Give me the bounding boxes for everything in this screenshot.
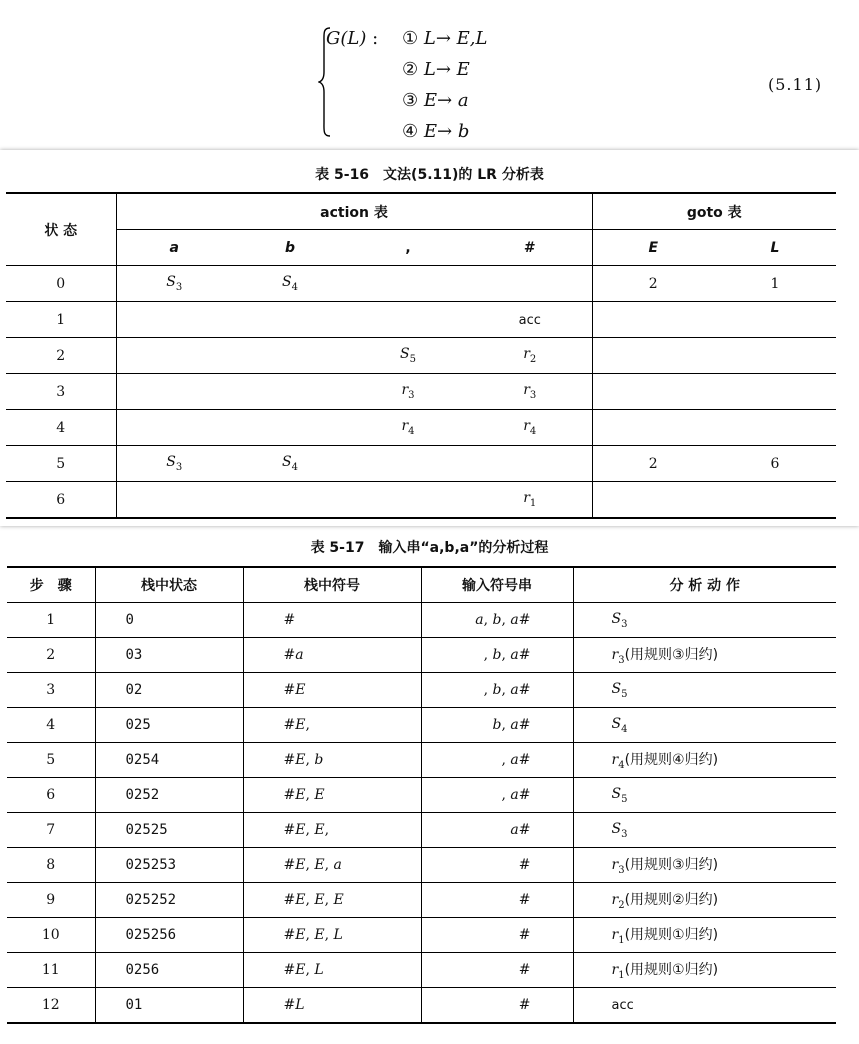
action-cell-b [232,374,348,410]
action-cell-comma [348,446,468,482]
parse-table-row [7,673,836,708]
action-token: $r_4$ [611,752,625,771]
step-cell: 5 [7,743,95,778]
lr-table-row [6,338,836,374]
action-cell-a: $S_3$ [116,266,232,302]
goto-cell-e [592,374,714,410]
action-token: $S_3$ [611,610,628,630]
stack-symbols-cell: #E, E, E [243,883,421,918]
lr-table-body [6,266,836,519]
table1-caption: 表 5-16 文法(5.11)的 LR 分析表 [315,167,544,183]
action-col-a: a [116,230,232,266]
goto-cell-l [714,302,836,338]
parse-process-table [7,566,836,1024]
lr-table-row [6,302,836,338]
parse-table-row [7,743,836,778]
action-cell-hash: acc [468,302,592,338]
state-header: 状 态 [6,193,116,266]
goto-cell-e [592,482,714,519]
action-token: $S_3$ [611,820,628,840]
input-string-cell: # [421,988,573,1024]
goto-col-e: E [592,230,714,266]
input-string-cell: , b, a# [421,638,573,673]
goto-cell-e [592,302,714,338]
input-string-cell: a# [421,813,573,848]
step-cell: 6 [7,778,95,813]
action-cell-b [232,482,348,519]
step-cell: 2 [7,638,95,673]
step-cell: 3 [7,673,95,708]
action-cell [573,638,836,673]
state-cell: 3 [6,374,116,410]
action-cell [573,848,836,883]
stack-states-cell: 0256 [95,953,243,988]
action-note: (用规则③归约) [624,857,719,874]
goto-cell-e: 2 [592,266,714,302]
stack-states-cell: 025252 [95,883,243,918]
grammar-rule-3: ③ E→ a [402,90,469,111]
action-cell [573,988,836,1024]
lr-table-row [6,410,836,446]
stack-symbols-cell: #E, E, L [243,918,421,953]
stack-symbols-cell: #E, L [243,953,421,988]
lr-table-row [6,446,836,482]
stack-states-cell: 03 [95,638,243,673]
action-note: (用规则④归约) [624,752,719,769]
goto-header: goto 表 [592,193,836,230]
stack-symbols-cell: #E, b [243,743,421,778]
input-string-cell: # [421,953,573,988]
action-cell-b [232,410,348,446]
state-cell: 6 [6,482,116,519]
action-note: (用规则③归约) [624,647,719,664]
input-string-cell: , b, a# [421,673,573,708]
action-token: $r_3$ [611,647,625,666]
stack-states-cell: 025256 [95,918,243,953]
action-cell [573,708,836,743]
goto-cell-l [714,374,836,410]
stack-symbols-cell: #a [243,638,421,673]
lr-table-row [6,482,836,519]
stack-states-cell: 025253 [95,848,243,883]
parse-table-row [7,918,836,953]
table2-caption: 表 5-17 输入串“a,b,a”的分析过程 [310,540,549,556]
action-cell-comma [348,482,468,519]
action-cell-comma [348,302,468,338]
stack-symbols-cell: #E, E, [243,813,421,848]
step-cell: 7 [7,813,95,848]
col-step: 步 骤 [7,567,95,603]
action-cell-hash [468,266,592,302]
goto-cell-l [714,482,836,519]
action-token: acc [611,998,634,1013]
stack-states-cell: 025 [95,708,243,743]
parse-table-body [7,603,836,1024]
stack-states-cell: 02 [95,673,243,708]
stack-symbols-cell: #L [243,988,421,1024]
grammar-rule-1: ① L→ E,L [402,28,488,49]
action-note: (用规则①归约) [624,927,719,944]
parse-table-row [7,708,836,743]
action-cell [573,953,836,988]
grammar-definition [318,26,838,146]
stack-symbols-cell: # [243,603,421,638]
step-cell: 4 [7,708,95,743]
action-cell [573,813,836,848]
goto-cell-l: 1 [714,266,836,302]
action-cell [573,883,836,918]
goto-cell-l [714,410,836,446]
parse-table-row [7,813,836,848]
lr-table-row [6,266,836,302]
action-cell [573,603,836,638]
parse-table-row [7,638,836,673]
input-string-cell: a, b, a# [421,603,573,638]
action-col-b: b [232,230,348,266]
action-cell [573,918,836,953]
action-note: (用规则②归约) [624,892,719,909]
input-string-cell: # [421,848,573,883]
action-col-comma: , [348,230,468,266]
parse-table-row [7,848,836,883]
action-cell-comma: $S_5$ [348,338,468,374]
action-token: $r_1$ [611,962,625,981]
action-col-hash: # [468,230,592,266]
goto-col-l: L [714,230,836,266]
action-token: $S_5$ [611,785,628,805]
action-cell [573,778,836,813]
action-cell-b [232,338,348,374]
state-cell: 1 [6,302,116,338]
action-cell [573,673,836,708]
stack-symbols-cell: #E, [243,708,421,743]
action-cell-hash: $r_4$ [468,410,592,446]
equation-number: (5.11) [768,75,823,94]
parse-table-row [7,778,836,813]
col-stack-states: 栈中状态 [95,567,243,603]
action-token: $S_4$ [611,715,628,735]
action-cell-a [116,338,232,374]
stack-symbols-cell: #E [243,673,421,708]
input-string-cell: , a# [421,743,573,778]
action-token: $r_3$ [611,857,625,876]
parse-table-row [7,883,836,918]
lr-analysis-table [6,192,836,519]
input-string-cell: # [421,883,573,918]
input-string-cell: # [421,918,573,953]
stack-states-cell: 01 [95,988,243,1024]
step-cell: 12 [7,988,95,1024]
parse-table-row [7,603,836,638]
action-token: $S_5$ [611,680,628,700]
state-cell: 4 [6,410,116,446]
col-action: 分 析 动 作 [573,567,836,603]
goto-cell-e: 2 [592,446,714,482]
action-cell-a [116,302,232,338]
action-header: action 表 [116,193,592,230]
action-cell-hash [468,446,592,482]
input-string-cell: b, a# [421,708,573,743]
parse-table-row [7,953,836,988]
step-cell: 9 [7,883,95,918]
col-input-string: 输入符号串 [421,567,573,603]
state-cell: 2 [6,338,116,374]
step-cell: 10 [7,918,95,953]
action-cell-hash: $r_2$ [468,338,592,374]
step-cell: 8 [7,848,95,883]
step-cell: 11 [7,953,95,988]
col-stack-symbols: 栈中符号 [243,567,421,603]
parse-table-row [7,988,836,1024]
action-cell-a: $S_3$ [116,446,232,482]
input-string-cell: , a# [421,778,573,813]
lr-table-panel [0,150,859,526]
action-note: (用规则①归约) [624,962,719,979]
action-cell-hash: $r_1$ [468,482,592,519]
state-cell: 5 [6,446,116,482]
action-cell-b: $S_4$ [232,446,348,482]
stack-states-cell: 0 [95,603,243,638]
goto-cell-l [714,338,836,374]
step-cell: 1 [7,603,95,638]
action-cell-a [116,410,232,446]
goto-cell-e [592,410,714,446]
lr-table-row [6,374,836,410]
action-cell-b [232,302,348,338]
state-cell: 0 [6,266,116,302]
stack-states-cell: 0252 [95,778,243,813]
action-cell [573,743,836,778]
stack-states-cell: 0254 [95,743,243,778]
action-cell-b: $S_4$ [232,266,348,302]
stack-symbols-cell: #E, E, a [243,848,421,883]
action-token: $r_2$ [611,892,625,911]
action-cell-a [116,374,232,410]
stack-states-cell: 02525 [95,813,243,848]
action-cell-comma: $r_4$ [348,410,468,446]
goto-cell-e [592,338,714,374]
action-cell-comma: $r_3$ [348,374,468,410]
action-cell-comma [348,266,468,302]
grammar-rule-2: ② L→ E [402,59,470,80]
goto-cell-l: 6 [714,446,836,482]
action-cell-hash: $r_3$ [468,374,592,410]
action-token: $r_1$ [611,927,625,946]
stack-symbols-cell: #E, E [243,778,421,813]
grammar-rule-4: ④ E→ b [402,121,470,142]
grammar-name: G(L) : [326,28,379,49]
action-cell-a [116,482,232,519]
